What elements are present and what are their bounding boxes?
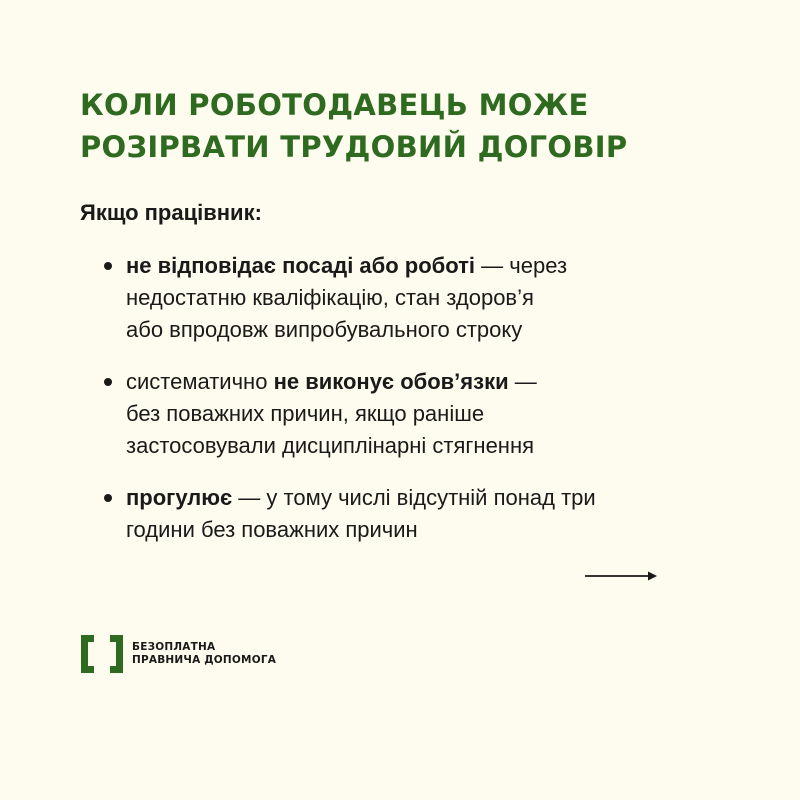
bullet-icon	[104, 378, 112, 386]
logo-text	[132, 641, 276, 667]
bullet-icon	[104, 262, 112, 270]
condition-list	[104, 250, 744, 566]
logo-line-1: БЕЗОПЛАТНА	[132, 641, 216, 653]
list-item-text: — через	[475, 253, 568, 278]
intro-text: Якщо працівник:	[80, 200, 262, 225]
list-item	[104, 482, 744, 546]
emphasis-text: прогулює	[126, 485, 233, 510]
list-item	[104, 250, 744, 346]
list-item-line	[126, 366, 744, 398]
list-item-line	[126, 250, 744, 282]
logo	[80, 634, 276, 674]
list-item-text: —	[508, 369, 537, 394]
arrow-right-icon[interactable]	[585, 568, 657, 584]
list-item-line: без поважних причин, якщо раніше	[126, 401, 485, 426]
page-title	[80, 84, 627, 168]
title-line-1: КОЛИ РОБОТОДАВЕЦЬ МОЖЕ	[80, 88, 589, 122]
list-item-line	[126, 482, 744, 514]
list-item-line: застосовували дисциплінарні стягнення	[126, 433, 535, 458]
list-item-text: систематично	[126, 369, 274, 394]
list-item-line: години без поважних причин	[126, 517, 418, 542]
list-item	[104, 366, 744, 462]
logo-line-2: ПРАВНИЧА ДОПОМОГА	[132, 654, 277, 666]
title-line-2: РОЗІРВАТИ ТРУДОВИЙ ДОГОВІР	[80, 130, 628, 164]
emphasis-text: не відповідає посаді або роботі	[126, 253, 476, 278]
list-item-line: недостатню кваліфікацію, стан здоров’я	[126, 285, 534, 310]
emphasis-text: не виконує обов’язки	[273, 369, 509, 394]
bracket-logo-icon	[80, 634, 124, 674]
bullet-icon	[104, 494, 112, 502]
list-item-text: — у тому числі відсутній понад три	[232, 485, 596, 510]
list-item-line: або впродовж випробувального строку	[126, 317, 523, 342]
